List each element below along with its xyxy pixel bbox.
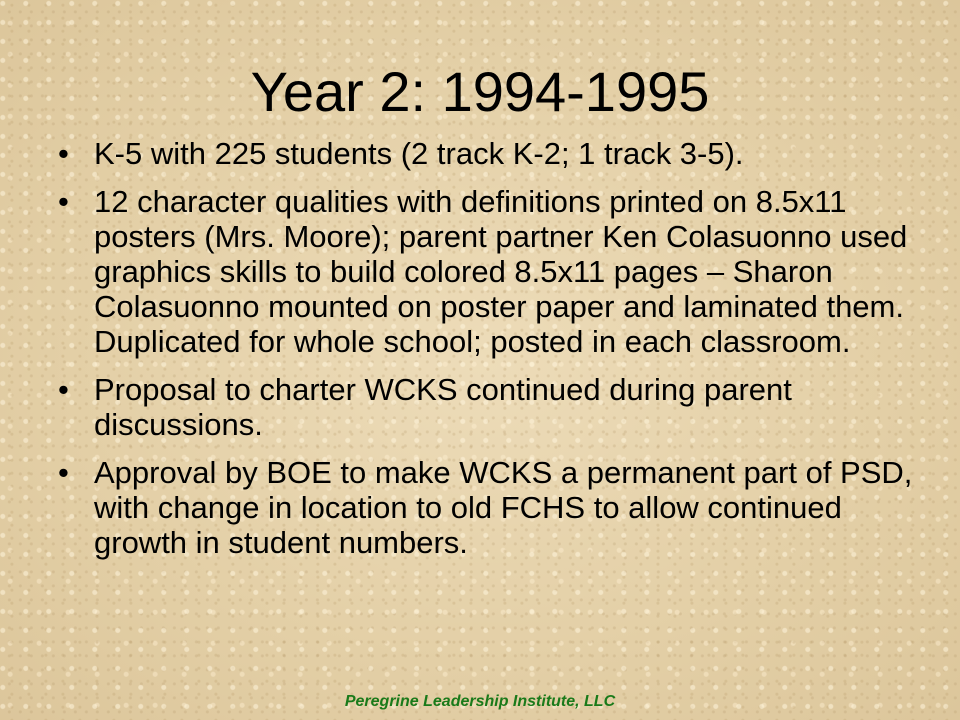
bullet-dot-icon: • [58, 136, 69, 171]
bullet-dot-icon: • [58, 455, 69, 490]
bullet-dot-icon: • [58, 184, 69, 219]
footer-credit: Peregrine Leadership Institute, LLC [344, 693, 616, 710]
bullet-item [58, 136, 918, 171]
bullet-item [58, 372, 918, 442]
slide-title: Year 2: 1994-1995 [250, 60, 710, 123]
bullet-item [58, 455, 918, 560]
bullet-item [58, 184, 918, 359]
bullet-text: 12 character qualities with definitions printed on 8.5x11 posters (Mrs. Moore); parent partner Ken Colasuonno used graphics skills to build colored 8.5x11 pages – Sharon Colasuonno mounted on poster paper and laminated them. Duplicated for whole school; posted in each classroom. [94, 184, 908, 359]
bullet-text: Approval by BOE to make WCKS a permanent part of PSD, with change in location to old FCHS to allow continued growth in student numbers. [94, 455, 913, 560]
bullet-text: K-5 with 225 students (2 track K-2; 1 track 3-5). [94, 136, 744, 171]
bullet-dot-icon: • [58, 372, 69, 407]
bullet-list [58, 136, 918, 573]
bullet-text: Proposal to charter WCKS continued during parent discussions. [94, 372, 792, 442]
